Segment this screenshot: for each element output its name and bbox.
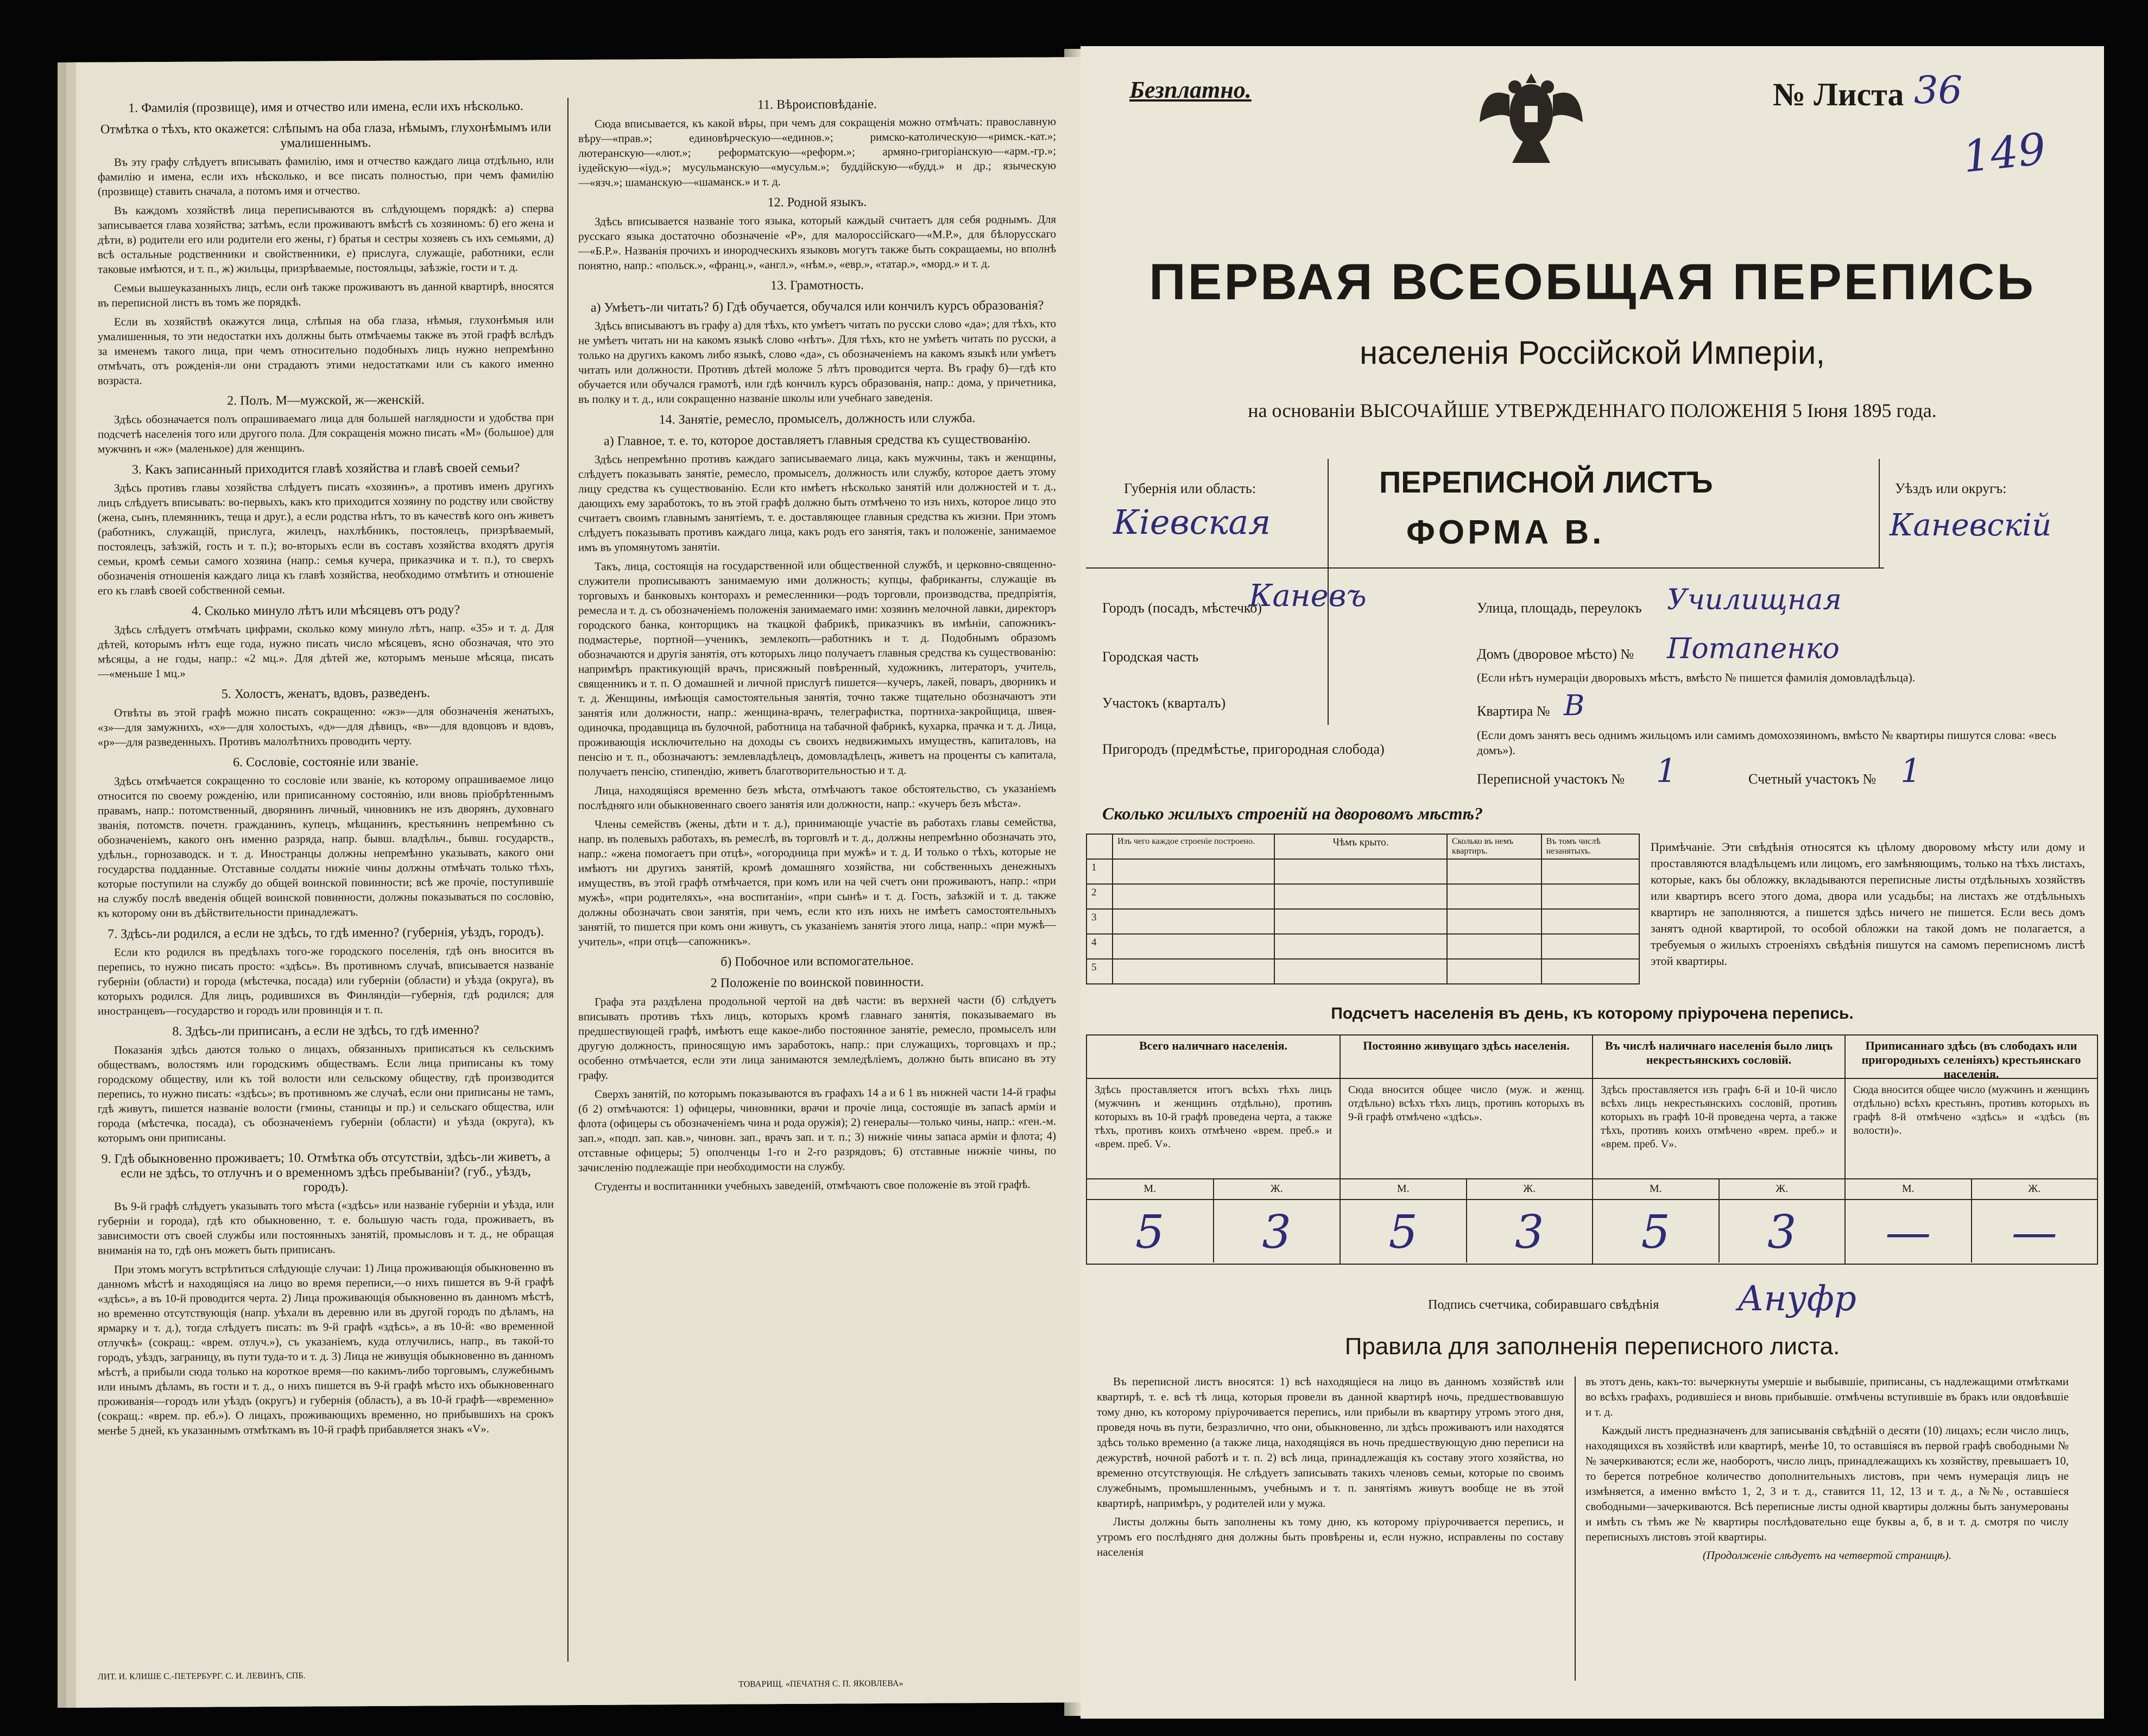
count-column-description: Здѣсь проставляется изъ графъ 6-й и 10-й число всѣхъ лицъ некрестьянскихъ сословій, противъ которыхъ въ графѣ 10-й проведена черта, а также тѣхъ, противъ коихъ отмѣчено «врем. преб.» и «врем. преб. V».: [1593, 1079, 1844, 1179]
instruction-paragraph: Здѣсь вписываютъ въ графу а) для тѣхъ, кто умѣетъ читать по русски слово «да»; для тѣхъ, кто не умѣетъ читать ни на какомъ языкѣ слово «нѣтъ». Для тѣхъ, кто не умѣетъ читать по русски, а только на другихъ какомъ либо языкѣ, слово «да», съ обозначеніемъ на какомъ языкѣ или умѣетъ читать или должности. Противъ дѣтей моложе 5 лѣтъ проводится черта. Въ графу б)—гдѣ кто обучается или обучался грамотѣ, или гдѣ кончилъ курсъ образованія, напр.: дома, у причетника, въ полку и т. д., или сокращенно названіе школы или учебнаго заведенія.: [578, 317, 1056, 406]
city-part-label: Городская часть: [1102, 649, 1199, 665]
dwellings-cell: [1541, 934, 1639, 959]
instruction-paragraph: Семьи вышеуказанныхъ лицъ, если онѣ также проживаютъ въ данной квартирѣ, вносятся въ переписной листъ въ томъ же порядкѣ.: [98, 279, 554, 310]
apartment-note: (Если домъ занятъ весь однимъ жильцомъ или самимъ домохозяиномъ, вмѣсто № квартиры пишутся слова: «весь домъ»).: [1477, 728, 2057, 757]
male-count-value: 5: [1641, 1205, 1670, 1259]
male-label: М.: [1144, 1183, 1157, 1195]
suburb-label: Пригородъ (предмѣстье, пригородная слобода): [1102, 741, 1385, 757]
instruction-heading: 3. Какъ записанный приходится главѣ хозяйства и главѣ своей семьи?: [132, 460, 520, 477]
population-count-table: [1086, 1034, 2098, 1265]
female-count-value: 3: [1466, 1200, 1593, 1262]
rules-paragraph-4: Каждый листъ предназначенъ для записыванія свѣдѣній о десяти (10) лицахъ; если число лицъ, находящихся въ хозяйствѣ или квартирѣ, менѣе 10, то оставшіяся въ первой графѣ свободными №№ зачеркиваются; если же, наоборотъ, число лицъ, принадлежащихъ къ хозяйству, превышаетъ 10, то берется потребное количество дополнительныхъ листовъ, при чемъ нумерація лицъ не измѣняется, а именно вмѣсто 1, 2, 3 и т. д., ставится 11, 12, 13 и т. д., а №№, оставшіеся свободными—зачеркиваются. Всѣ переписные листы одной квартиры должны быть занумерованы и имѣть съ тѣмъ же № квартиры послѣдовательно еще буквы а, б, в и т. д. смотря по числу переписныхъ листовъ этой квартиры.: [1585, 1424, 2069, 1543]
dwellings-col-apartments: Сколько въ немъ квартиръ.: [1447, 834, 1541, 859]
dwellings-cell: [1274, 909, 1447, 934]
free-label: Безплатно.: [1129, 77, 1252, 103]
count-column: [1844, 1036, 2097, 1264]
dwellings-table: [1086, 834, 1640, 984]
male-count-value: 5: [1388, 1205, 1418, 1259]
dwellings-col-roof: Чѣмъ крыто.: [1274, 834, 1447, 859]
district-value: Каневскій: [1890, 508, 2052, 543]
dwellings-cell: [1274, 884, 1447, 909]
dwellings-cell: [1447, 934, 1541, 959]
rules-continued: (Продолженіе слѣдуетъ на четвертой страницѣ).: [1702, 1549, 1952, 1562]
apartment-label: Квартира №: [1477, 703, 1550, 719]
male-count-value: 5: [1135, 1205, 1165, 1259]
dwellings-cell: [1541, 959, 1639, 984]
dwellings-cell: [1113, 909, 1274, 934]
column-divider: [567, 98, 568, 1662]
dwellings-row: [1086, 884, 1639, 909]
house-label: Домъ (дворовое мѣсто) №: [1477, 646, 1634, 662]
province-label: Губернія или область:: [1124, 481, 1256, 496]
instruction-paragraph: Здѣсь вписывается названіе того языка, который каждый считаетъ для себя роднымъ. Для русскаго языка достаточно обозначеніе «Р», для малороссійскаго—«М.Р.», для бѣлорусскаго—«Б.Р.». Названія прочихъ и инородческихъ языковъ могутъ также быть сокращаемы, но вполнѣ понятно, напр.: «польск.», «франц.», «англ.», «нѣм.», «евр.», «татар.», «морд.» и т. д.: [578, 212, 1056, 272]
street-value: Училищная: [1667, 584, 1842, 616]
instruction-heading: Отмѣтка о тѣхъ, кто окажется: слѣпымъ на оба глаза, нѣмымъ, глухонѣмымъ или умалишеннымъ.: [100, 120, 551, 150]
instruction-heading: 14. Занятіе, ремесло, промыселъ, должность или служба.: [659, 411, 976, 427]
female-count-value: 3: [1719, 1200, 1845, 1262]
female-label: Ж.: [1971, 1179, 2098, 1199]
instruction-heading: а) Умѣетъ-ли читать? б) Гдѣ обучается, обучался или кончилъ курсъ образованія?: [590, 298, 1044, 315]
dwellings-col-material: Изъ чего каждое строеніе построено.: [1113, 834, 1274, 859]
instructions-column-1: [98, 92, 554, 1669]
instruction-heading: 11. Вѣроисповѣданіе.: [757, 97, 877, 112]
instruction-heading: 7. Здѣсь-ли родился, а если не здѣсь, то гдѣ именно? (губернія, уѣздъ, городъ).: [108, 925, 544, 942]
sheet-number-label: № Листа: [1773, 77, 1904, 112]
counting-section-label: Счетный участокъ №: [1748, 771, 1877, 787]
dwellings-cell: [1447, 859, 1541, 884]
female-label: Ж.: [1719, 1179, 1845, 1199]
instruction-paragraph: Въ 9-й графѣ слѣдуетъ указывать того мѣста («здѣсь» или названіе губерніи и уѣзда, или губерніи и города), гдѣ кто обыкновенно, т. е. большую часть года, проживаетъ, въ зависимости отъ своей службы или постоянныхъ занятій, промысловъ и т. д., не обращая вниманія на то, гдѣ онъ можетъ быть приписанъ.: [98, 1197, 554, 1257]
male-label: М.: [1397, 1183, 1410, 1195]
female-label: Ж.: [1466, 1179, 1593, 1199]
instructions-column-2: [578, 90, 1056, 1667]
instruction-heading: 12. Родной языкъ.: [767, 195, 867, 210]
male-label: М.: [1901, 1183, 1915, 1195]
instruction-heading: 9. Гдѣ обыкновенно проживаетъ; 10. Отмѣтка объ отсутствіи, здѣсь-ли живетъ, а если не здѣсь, то отлучнъ и о временномъ здѣсь пребываніи? (губ., уѣздъ, городъ).: [101, 1150, 551, 1195]
dwellings-cell: [1274, 959, 1447, 984]
archive-number-handwritten: 149: [1960, 123, 2049, 182]
count-column: [1340, 1036, 1592, 1264]
dwellings-cell: [1541, 909, 1639, 934]
female-count-value: —: [1971, 1200, 2098, 1262]
count-column-head: Всего наличнаго населенія.: [1087, 1036, 1340, 1079]
rules-title: Правила для заполненія переписного листа.: [1344, 1333, 1840, 1360]
instruction-paragraph: Члены семействъ (жены, дѣти и т. д.), принимающіе участіе въ работахъ главы семейства, напр. въ полевыхъ работахъ, въ ремеслѣ, въ торговлѣ и т. д., должны непремѣнно обозначать это, напр.: «жена помогаетъ при отцѣ», «огородница при мужѣ» и т. д. И только о тѣхъ, которые не имѣютъ ни другихъ занятій, кромѣ домашняго хозяйства, ни собственныхъ денежныхъ имуществъ, въ этой графѣ отмѣчается, при комъ или на чей счетъ они проживаютъ, напр.: «при мужѣ», «при родителяхъ», «на воспитаніи», «при сынѣ» и т. д. Гость, заѣзжій и т. д. также должны обозначать свои занятія, при чемъ, если кто изъ нихъ не имѣетъ самостоятельныхъ занятій, то пишется при комъ они живутъ, съ указаніемъ занятія этого лица, напр.: «при мужѣ—учитель», «при отцѣ—сапожникъ».: [578, 815, 1056, 948]
male-label: М.: [1649, 1183, 1662, 1195]
count-column-head: Приписаннаго здѣсь (въ слободахъ или пригородныхъ селеніяхъ) крестьянскаго населенія.: [1846, 1036, 2097, 1079]
instruction-heading: а) Главное, т. е. то, которое доставляетъ главныя средства къ существованію.: [604, 432, 1031, 449]
dwellings-row-number: 1: [1086, 859, 1113, 884]
instruction-heading: 2 Положеніе по воинской повинности.: [710, 975, 924, 990]
instruction-paragraph: Графа эта раздѣлена продольной чертой на двѣ части: въ верхней части (б) слѣдуетъ вписывать противъ тѣхъ лицъ, которыхъ кромѣ главнаго занятія, показываемаго въ предшествующей графѣ, имѣютъ еще какое-либо постоянное занятіе, ремесло, промыселъ или другую должность, приносящую имъ заработокъ, напр.: при служащихъ, торговцахъ и пр.; особенно отмѣчается, если эти лица занимаются земледѣліемъ, должно быть вписано въ эту графу.: [578, 993, 1056, 1082]
apartment-value: В: [1564, 690, 1585, 722]
male-count-value: —: [1885, 1205, 1931, 1259]
instruction-paragraph: Въ эту графу слѣдуетъ вписывать фамилію, имя и отчество каждаго лица отдѣльно, или фамилію и имена, если ихъ нѣсколько, и все писать полностью, при чемъ фамилію (прозвище) ставить сначала, а потомъ имя и отчество.: [98, 153, 554, 198]
dwellings-cell: [1113, 934, 1274, 959]
instruction-paragraph: Студенты и воспитанники учебныхъ заведеній, отмѣчаютъ свое положеніе въ этой графѣ.: [595, 1177, 1031, 1193]
instruction-paragraph: Такъ, лица, состоящія на государственной или общественной службѣ, и церковно-священно-служители прописываютъ занимаемую ими должность; купцы, фабриканты, служащіе въ торговыхъ и банковыхъ конторахъ и ремесленники—родъ торговли, производства, предпріятія, ремесла и т. д. съ обозначеніемъ положенія занимаемаго ими: хозяинъ мелочной лавки, директоръ городского банка, конторщикъ на ткацкой фабрикѣ, приказчикъ въ имѣніи, сапожникъ-подмастерье, портной—ученикъ, землекопъ—работникъ и т. д. Подобнымъ образомъ обозначаются и другія занятія, отъ которыхъ лицо получаетъ главныя средства къ существованію: напримѣръ практикующій врачъ, присяжный повѣренный, художникъ, литераторъ, учитель, священникъ и т. п. О домашней и личной прислугѣ пишется—кучеръ, лакей, поваръ, дворникъ и т. д. Женщины, имѣющія самостоятельныя занятія, точно также тщательно обозначаютъ эти занятія или должности, напр.: женщина-врачъ, телеграфистка, портниха-закройщица, швея-одиночка, продавщица въ булочной, работница на табачной фабрикѣ, кухарка, прачка и т. д. Лица, проживающія исключительно на доходы съ своихъ недвижимыхъ имуществъ, капиталовъ, на пенсію и т. п., обозначаютъ: землевладѣлецъ, домовладѣлецъ, живетъ на проценты съ капитала, получаетъ пенсію, стипендію, живетъ благотворительностью и т. д.: [578, 557, 1056, 778]
dwellings-row-number: 5: [1086, 959, 1113, 984]
instruction-paragraph: Показанія здѣсь даются только о лицахъ, обязанныхъ приписаться къ сельскимъ обществамъ, волостямъ или городскимъ обществамъ. Если лица приписаны къ тому городскому обществу, или къ той волости или сельскому обществу, гдѣ производится перепись, то нужно писать: «здѣсь»; въ противномъ же случаѣ, если они приписаны не тамъ, гдѣ живутъ, пишется названіе волости (гмины, станицы и пр.) и сельскаго общества, или города (мѣстечка, посада), съ обозначеніемъ губерніи (области) и уѣзда (округа), къ которымъ они приписаны.: [98, 1041, 554, 1145]
dwellings-cell: [1274, 859, 1447, 884]
dwellings-row: [1086, 934, 1639, 959]
count-column-description: Сюда вносится общее число (мужчинъ и женщинъ отдѣльно) всѣхъ крестьянъ, противъ которыхъ въ графѣ 8-й отмѣчено «здѣсь» и «здѣсь (въ волости)».: [1846, 1079, 2097, 1179]
instruction-paragraph: Если въ хозяйствѣ окажутся лица, слѣпыя на оба глаза, нѣмыя, глухонѣмыя или умалишенныя, то эти недостатки ихъ должны быть отмѣчаемы также въ этой графѣ вслѣдъ за именемъ такого лица, при чемъ относительно подобныхъ лицъ нужно непремѣнно отмѣчать, отъ рожденія-ли они страдаютъ этими недостатками или съ какого именно возраста.: [98, 313, 554, 387]
instruction-paragraph: Отвѣты въ этой графѣ можно писать сокращенно: «жз»—для обозначенія женатыхъ, «з»—для замужнихъ, «х»—для холостыхъ, «д»—для дѣвицъ, «в»—для вдовцовъ и вдовъ, «р»—для разведенныхъ. Противъ малолѣтнихъ проводить черту.: [98, 704, 554, 749]
dwellings-cell: [1113, 959, 1274, 984]
printer-imprint-right: ТОВАРИЩ. «ПЕЧАТНЯ С. П. ЯКОВЛЕВА»: [738, 1678, 904, 1689]
house-note: (Если нѣтъ нумераціи дворовыхъ мѣстъ, вмѣсто № пишется фамилія домовладѣльца).: [1477, 671, 1916, 684]
rules-column-b: [1585, 1374, 2069, 1563]
instruction-heading: 4. Сколько минуло лѣтъ или мѣсяцевъ отъ роду?: [191, 603, 460, 618]
city-label: Городъ (посадъ, мѣстечко): [1102, 600, 1262, 616]
left-page-instructions: [76, 57, 1081, 1708]
count-column: [1592, 1036, 1844, 1264]
instruction-paragraph: Здѣсь противъ главы хозяйства слѣдуетъ писать «хозяинъ», а противъ именъ другихъ лицъ слѣдуетъ вписывать: во-первыхъ, какъ кто приходится хозяину по родству или свойству (жена, сынъ, племянникъ, теща и друг.), а если родства нѣтъ, то въ качествѣ кого онъ живетъ (работникъ, служащій, прислуга, жилецъ, нахлѣбникъ, постоялецъ, призрѣваемый, постоялецъ, заѣзжій, гость и т. п.); во-вторыхъ если въ составъ хозяйства входятъ другія семьи, кромѣ семьи самого хозяина (напр.: семья кучера, приказчика и т. п.), то сверхъ обозначенія отношенія каждаго лица къ главѣ хозяйства, необходимо отмѣтить и отношеніе его къ главѣ своей собственной семьи.: [98, 479, 554, 597]
dwellings-cell: [1447, 884, 1541, 909]
count-column: [1087, 1036, 1340, 1264]
census-basis: на основаніи ВЫСОЧАЙШЕ УТВЕРЖДЕННАГО ПОЛОЖЕНІЯ 5 Іюня 1895 года.: [1248, 400, 1937, 421]
count-column-head: Въ числѣ наличнаго населенія было лицъ некрестьянскихъ сословій.: [1593, 1036, 1844, 1079]
count-column-head: Постоянно живущаго здѣсь населенія.: [1341, 1036, 1592, 1079]
form-divider-horizontal: [1086, 567, 1884, 569]
dwellings-cell: [1113, 859, 1274, 884]
count-column-description: Здѣсь проставляется итогъ всѣхъ тѣхъ лицъ (мужчинъ и женщинъ отдѣльно), противъ которыхъ въ 10-й графѣ проведена черта, а также тѣхъ, противъ коихъ отмѣчено «врем. преб.» и «врем. преб. V».: [1087, 1079, 1340, 1179]
signature-value: Ануфр: [1738, 1279, 1856, 1319]
dwellings-row-number: 2: [1086, 884, 1113, 909]
census-section-label: Переписной участокъ №: [1477, 771, 1625, 787]
rules-column-a: [1097, 1374, 1564, 1560]
street-label: Улица, площадь, переулокъ: [1477, 600, 1642, 616]
instruction-paragraph: Здѣсь обозначается полъ опрашиваемаго лица для большей наглядности и удобства при подсчетѣ населенія того или другого пола. Для сокращенія можно писать «М» (большое) для мужчинъ и «ж» (маленькое) для женщинъ.: [98, 411, 554, 456]
dwellings-cell: [1274, 934, 1447, 959]
district-label: Уѣздъ или округъ:: [1895, 481, 2007, 496]
female-label: Ж.: [1213, 1179, 1340, 1199]
form-title: ФОРМА В.: [1406, 514, 1605, 551]
instruction-paragraph: Сверхъ занятій, по которымъ показываются въ графахъ 14 а и 6 1 въ нижней части 14-й графы (б 2) отмѣчаются: 1) офицеры, чиновники, врачи и прочіе лица, состоящіе въ запасѣ арміи и флота (офицеры съ обозначеніемъ чина и рода оружія); 2) генералы—только чины, напр.: «ген.-м. зап.», «подп. зап. кав.», чиновн. зап., врачъ зап. и т. п.; 3) нижніе чины запаса арміи и флота; 4) отставные офицеры; 5) ополченцы 1-го и 2-го разрядовъ; 6) отставные нижніе чины, по зачисленію подлежащіе при необходимости на службу.: [578, 1085, 1056, 1174]
double-headed-eagle-emblem: [1477, 62, 1585, 166]
instruction-paragraph: Лица, находящіяся временно безъ мѣста, отмѣчаютъ такое обстоятельство, съ указаніемъ послѣдняго или обыкновеннаго своего занятія или должности, напр.: «кучеръ безъ мѣста».: [578, 781, 1056, 812]
count-title: Подсчетъ населенія въ день, къ которому пріурочена перепись.: [1331, 1005, 1854, 1022]
instruction-paragraph: При этомъ могутъ встрѣтиться слѣдующіе случаи: 1) Лица проживающія обыкновенно въ данномъ мѣстѣ и находящіяся на лицо во время переписи,—о нихъ пишется въ 9-й графѣ «здѣсь», а въ 10-й проводится черта. 2) Лица проживающія обыкновенно въ данномъ мѣстѣ, но временно отсутствующія (напр. уѣхали въ деревню или въ другой городъ по дѣламъ, на ярмарку и т. д.), тогда слѣдуетъ писать: въ 9-й графѣ «здѣсь», а въ 10-й: «во временной отлучкѣ» (сокращ.: «врем. отлуч.»), съ указаніемъ, куда отлучились, напр., въ такой-то городъ, уѣздъ, заграницу, въ пути туда-то и т. д. 3) Лица не живущія обыкновенно въ данномъ мѣстѣ, а прибыли сюда только на короткое время—по какимъ-либо торговымъ, служебнымъ или инымъ дѣламъ, въ гости и т. д., о нихъ пишется въ 9-й графѣ мѣсто ихъ обыкновеннаго проживанія—городъ или уѣздъ (округъ) и губернія (область), а въ 10-й графѣ—«временно» (сокращ.: «врем. пр. еб.»). О лицахъ, проживающихъ временно, но прибывшихъ на срокъ менѣе 5 дней, къ указаннымъ отмѣткамъ въ 10-й графѣ прибавляется знакъ «V».: [98, 1260, 554, 1437]
counting-section-value: 1: [1900, 752, 1922, 790]
province-value: Кіевская: [1113, 502, 1271, 542]
instruction-paragraph: Здѣсь отмѣчается сокращенно то сословіе или званіе, къ которому опрашиваемое лицо относится по своему рожденію, или приписанному состоянію, или вновь пріобрѣтеннымъ правамъ, напр.: потомственный, дворянинъ личный, чиновникъ не изъ дворянъ, духовнаго званія, потомств. почетн. гражданинъ, купецъ, мѣщанинъ, крестьянинъ непремѣнно съ обозначеніемъ, какого онъ именно разряда, напр. бывш. владѣльч., бывш. государств., удѣльн., горнозаводск. и т. д. Иностранцы должны непремѣнно указывать, какого они государства подданные. Отставные солдаты нижніе чины должны отмѣчать только тѣхъ, которые поступили на службу до общей воинской повинности; всѣ же прочіе, поступившіе на службу послѣ введенія общей воинской повинности, должны показываться по сословію, къ которому они въ дѣйствительности принадлежатъ.: [98, 772, 554, 920]
dwellings-row: [1086, 959, 1639, 984]
dwellings-note: Примѣчаніе. Эти свѣдѣнія относятся къ цѣлому дворовому мѣсту или дому и проставляются владѣльцемъ или лицомъ, его замѣняющимъ, только на тѣхъ листахъ, которые, какъ бы обложку, вкладываются переписные листы отдѣльныхъ хозяйствъ или квартиръ всего этого дома, двора или усадьбы; на листахъ же отдѣльныхъ квартиръ не заполняются, а пишется здѣсь ничего не пишется. Если весь домъ занятъ одной квартирой, то особой обложки на такой домъ не полагается, а требуемыя о жилыхъ строеніяхъ свѣдѣнія пишутся на самомъ переписномъ листѣ этой квартиры.: [1651, 840, 2085, 968]
dwellings-row-number: 3: [1086, 909, 1113, 934]
instruction-heading: 5. Холостъ, женатъ, вдовъ, разведенъ.: [221, 686, 431, 702]
dwellings-question: Сколько жилыхъ строеній на дворовомъ мѣстѣ?: [1102, 804, 1483, 823]
sheet-number-handwritten: 36: [1914, 68, 1963, 112]
sheet-title: ПЕРЕПИСНОЙ ЛИСТЪ: [1379, 465, 1713, 499]
printer-imprint-left: ЛИТ. И. КЛИШЕ С.-ПЕТЕРБУРГ. С. И. ЛЕВИНЪ, СПБ.: [98, 1671, 306, 1682]
rules-paragraph-2: Листы должны быть заполнены къ тому дню, къ которому пріурочивается перепись, и утромъ его послѣдняго дня должны быть провѣрены и, если нужно, исправлены по составу населенія: [1097, 1515, 1564, 1558]
instruction-heading: 1. Фамилія (прозвище), имя и отчество или имена, если ихъ нѣсколько.: [128, 99, 523, 116]
rules-paragraph-1: Въ переписной листъ вносятся: 1) всѣ находящіеся на лицо въ данномъ хозяйствѣ или квартирѣ, т. е. всѣ тѣ лица, которыя провели въ данной квартирѣ ночь, предшествовавшую тому дню, къ которому пріурочивается перепись, или прибыли въ квартиру утромъ этого дня, проведя ночь въ пути, безразлично, что они, обыкновенно, ли здѣсь проживаютъ или находятся здѣсь только временно (а также лица, находящіяся въ ночь предшествующую дню переписи на дежурствѣ, ночной работѣ и т. п. 2) всѣ лица, принадлежащія къ составу этого хозяйства, но временно отсутствующія. Не слѣдуетъ записывать такихъ членовъ семьи, которые по своимъ служебнымъ, промышленнымъ, учебнымъ и т. п. занятіямъ живутъ вообще не въ этой квартирѣ, напримѣръ, у родителей или у мужа.: [1097, 1375, 1564, 1510]
dwellings-cell: [1447, 959, 1541, 984]
dwellings-cell: [1541, 859, 1639, 884]
quarter-label: Участокъ (кварталъ): [1102, 695, 1226, 711]
instruction-heading: 13. Грамотность.: [770, 278, 864, 293]
dwellings-row-number: 4: [1086, 934, 1113, 959]
census-title: ПЕРВАЯ ВСЕОБЩАЯ ПЕРЕПИСЬ: [1149, 253, 2036, 310]
dwellings-row: [1086, 859, 1639, 884]
dwellings-row: [1086, 909, 1639, 934]
female-count-value: 3: [1213, 1200, 1340, 1262]
dwellings-header-row: [1086, 834, 1639, 859]
instruction-heading: б) Побочное или вспомогательное.: [721, 954, 914, 969]
dwellings-cell: [1541, 884, 1639, 909]
rules-paragraph-3: въ этотъ день, какъ-то: вычеркнуты умершіе и выбывшіе, приписаны, съ надлежащими отмѣтками во всѣхъ графахъ, родившіеся и вновь прибывшіе. отмѣчены вступившіе въ бракъ или овдовѣвшіе и т. д.: [1585, 1375, 2069, 1418]
census-subtitle: населенія Россійской Имперіи,: [1359, 334, 1825, 371]
house-value: Потапенко: [1667, 633, 1840, 665]
dwellings-cell: [1113, 884, 1274, 909]
dwellings-col-vacant: Въ томъ числѣ незанятыхъ.: [1541, 834, 1639, 859]
rules-divider: [1575, 1377, 1576, 1681]
instruction-heading: 8. Здѣсь-ли приписанъ, а если не здѣсь, то гдѣ именно?: [172, 1022, 479, 1039]
instruction-paragraph: Здѣсь непремѣнно противъ каждаго записываемаго лица, какъ мужчины, такъ и женщины, слѣдуетъ показывать занятіе, ремесло, промыселъ, должность или службу, которое даетъ этому лицу средства къ существованію. Если кто имѣетъ нѣсколько занятій или должностей и т. д., дающихъ ему заработокъ, то въ этой графѣ должно быть отмѣчено то изъ нихъ, которое лицо это считаетъ своимъ главнымъ занятіемъ, т. е. доставляющее главныя средства къ жизни. При этомъ слѣдуетъ показывать противъ каждаго лица, какъ родъ его занятія, такъ и положеніе, занимаемое имъ въ упомянутомъ занятіи.: [578, 450, 1056, 554]
right-page-census-form: [1081, 46, 2104, 1719]
instruction-heading: 6. Сословіе, состояніе или званіе.: [233, 754, 419, 770]
instruction-paragraph: Если кто родился въ предѣлахъ того-же городского поселенія, гдѣ онъ вносится въ перепись, то нужно писать просто: «здѣсь». Въ противномъ случаѣ, вписывается названіе губерніи (области) и города (мѣстечка, посада) или губерніи (области) и уѣзда (округа), въ которыхъ родился. Для лицъ, родившихся въ Финляндіи—губернія, гдѣ родился; для иностранцевъ—государство и городъ или провинція и т. п.: [98, 943, 554, 1018]
dwellings-cell: [1447, 909, 1541, 934]
count-column-description: Сюда вносится общее число (муж. и женщ. отдѣльно) всѣхъ тѣхъ лицъ, противъ которыхъ въ 9-й графѣ отмѣчено «здѣсь».: [1341, 1079, 1592, 1179]
signature-label: Подпись счетчика, собиравшаго свѣдѣнія: [1428, 1298, 1659, 1312]
instruction-paragraph: Сюда вписывается, къ какой вѣры, при чемъ для сокращенія можно отмѣчать: православную вѣру—«прав.»; единовѣрческую—«единов.»; римско-католическую—«римск.-кат.»; лютеранскую—«лют.»; реформатскую—«реформ.»; армяно-григоріанскую—«арм.-гр.»; іудейскую—«іуд.»; мусульманскую—«мусульм.»; буддійскую—«будд.» и др.; языческую—«язч.»; шаманскую—«шаманск.» и т. д.: [578, 115, 1056, 189]
instruction-heading: 2. Полъ. М—мужской, ж—женскій.: [227, 393, 425, 408]
instruction-paragraph: Здѣсь слѣдуетъ отмѣчать цифрами, сколько кому минуло лѣтъ, напр. «35» и т. д. Для дѣтей, которымъ нѣтъ еще года, нужно писать число мѣсяцевъ, ясно обозначая, что это мѣсяцы, а не годы, напр.: «2 мц.». Для дѣтей же, которымъ меньше мѣсяца, писать—«меньше 1 мц.»: [98, 621, 554, 680]
form-divider-vertical-2: [1879, 459, 1880, 567]
census-section-value: 1: [1656, 752, 1677, 790]
city-value: Каневъ: [1249, 578, 1367, 614]
instruction-paragraph: Въ каждомъ хозяйствѣ лица переписываются въ слѣдующемъ порядкѣ: а) сперва записывается глава хозяйства; затѣмъ, если проживаютъ вмѣстѣ съ хозяиномъ: б) его жена и дѣти, в) родители его или родители его жены, г) братья и сестры хозяевъ съ ихъ семьями, д) всѣ остальные родственники и свойственники, е) прислуга, служащіе, работники, если таковые имѣются, и т. п., ж) жильцы, призрѣваемые, постояльцы, заѣзжіе, гости и т. д.: [98, 201, 554, 276]
